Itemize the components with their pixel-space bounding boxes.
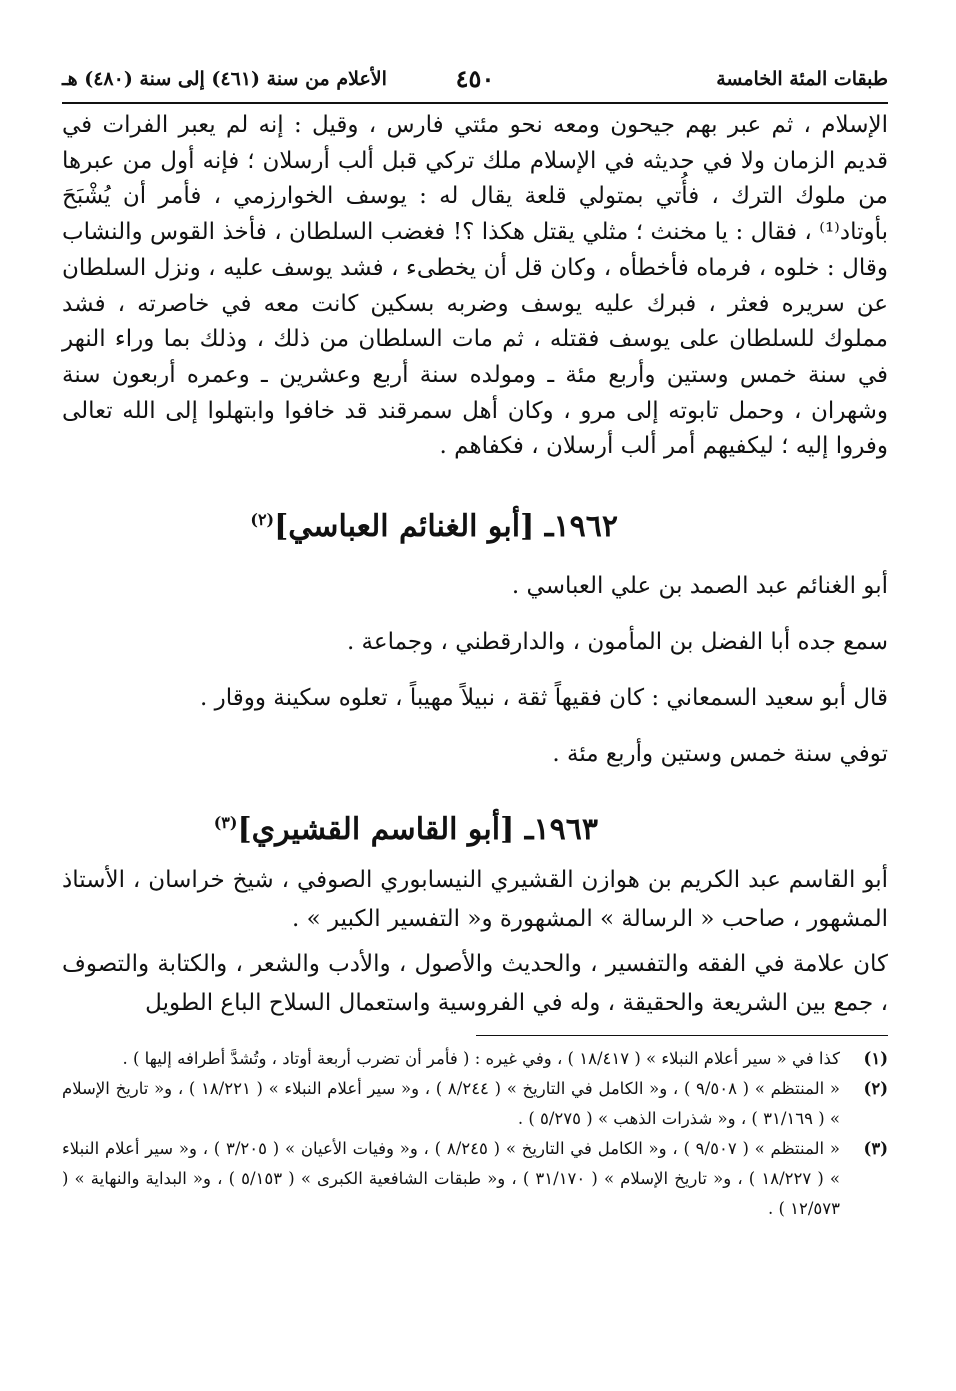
footnotes (62, 1044, 888, 1224)
running-title-right: طبقات المئة الخامسة (716, 68, 888, 90)
footnote (62, 1044, 888, 1074)
footnote-number: (١) (863, 1049, 888, 1069)
footnote-number: (٣) (863, 1139, 888, 1159)
footnote-text: كذا في « سير أعلام النبلاء » ( ١٨/٤١٧ ) ، وفي غيره : ( فأمر أن تضرب أربعة أوتاد ، وتُشدَّ أطرافه إليها ) . (122, 1049, 840, 1069)
footnote-ref: (٣) (213, 813, 238, 833)
running-title-left: الأعلام من سنة (٤٦١) إلى سنة (٤٨٠) هـ (62, 68, 387, 90)
entry-paragraph: أبو القاسم عبد الكريم بن هوازن القشيري النيسابوري الصوفي ، شيخ خراسان ، الأستاذ المشهور ، صاحب « الرسالة » المشهورة و« التفسير الكبير » . (62, 867, 888, 933)
page-header (62, 62, 888, 104)
intro-paragraph: الإسلام ، ثم عبر بهم جيحون ومعه نحو مئتي فارس ، وقيل : إنه لم يعبر الفرات في قديم الزمان ولا في حديثه في الإسلام ملك تركي قبل ألب أرسلان ؛ فإنه أول من عبرها من ملوك الترك ، فأُتي بمتولي قلعة يقال له : يوسف الخوارزمي ، فأمر أن يُشْبَحَ بأوتاد⁽¹⁾ ، فقال : يا مخنث ؛ مثلي يقتل هكذا ؟! فغضب السلطان ، فأخذ القوس والنشاب وقال : خلوه ، فرماه فأخطأه ، وكان قل أن يخطىء ، فشد يوسف عليه ، ونزل السلطان عن سريره فعثر ، فبرك عليه يوسف وضربه بسكين كانت معه في خاصرته ، فشد مملوك للسلطان على يوسف فقتله ، ثم مات السلطان من ذلك ، وذلك بما وراء النهر في سنة خمس وستين وأربع مئة ـ ومولده سنة أربع وعشرين ـ وعمره أربعون سنة وشهران ، وحمل تابوته إلى مرو ، وكان أهل سمرقند قد خافوا وابتهلوا إلى الله تعالى وفروا إليه ؛ ليكفيهم أمر ألب أرسلان ، فكفاهم . (62, 112, 888, 460)
entry-line: قال أبو سعيد السمعاني : كان فقيهاً ثقة ، نبيلاً مهيباً ، تعلوه سكينة ووقار . (200, 685, 888, 712)
entry-line: توفي سنة خمس وستين وأربع مئة . (552, 741, 888, 768)
footnote-ref: (٢) (250, 510, 275, 530)
entry-line: سمع جده أبا الفضل بن المأمون ، والدارقطني ، وجماعة . (346, 629, 888, 656)
entry-paragraph: كان علامة في الفقه والتفسير ، والحديث والأصول ، والأدب والشعر ، والكتابة والتصوف ، جمع بين الشريعة والحقيقة ، وله في الفروسية واستعمال السلاح الباع الطويل (62, 951, 888, 1017)
footnote-number: (٢) (863, 1079, 888, 1099)
page-number: ٤٥٠ (455, 64, 495, 93)
entry-title (62, 509, 888, 544)
footnote (62, 1134, 888, 1224)
footnote-text: « المنتظم » ( ٩/٥٠٧ ) ، و« الكامل في التاريخ » ( ٨/٢٤٥ ) ، و« وفيات الأعيان » ( ٣/٢٠٥ ) ، و« سير أعلام النبلاء » ( ١٨/٢٢٧ ) ، و« تاريخ الإسلام » ( ٣١/١٧٠ ) ، و« طبقات الشافعية الكبرى » ( ٥/١٥٣ ) ، و« البداية والنهاية » ( ١٢/٥٧٣ ) . (62, 1139, 840, 1219)
entry-line: أبو الغنائم عبد الصمد بن علي العباسي . (511, 573, 888, 600)
entry-1963 (62, 812, 888, 1023)
footnote-text: « المنتظم » ( ٩/٥٠٨ ) ، و« الكامل في التاريخ » ( ٨/٢٤٤ ) ، و« سير أعلام النبلاء » ( ١٨/٢٢١ ) ، و« تاريخ الإسلام » ( ٣١/١٦٩ ) ، و« شذرات الذهب » ( ٥/٢٧٥ ) . (62, 1079, 840, 1129)
entry-title-text: ١٩٦٣ـ [أبو القاسم القشيري] (237, 812, 598, 848)
footnote (62, 1074, 888, 1134)
entry-title-text: ١٩٦٢ـ [أبو الغنائم العباسي] (274, 509, 618, 545)
entry-title (62, 812, 888, 847)
footnote-separator (476, 1035, 888, 1036)
entry-1962 (62, 509, 888, 782)
